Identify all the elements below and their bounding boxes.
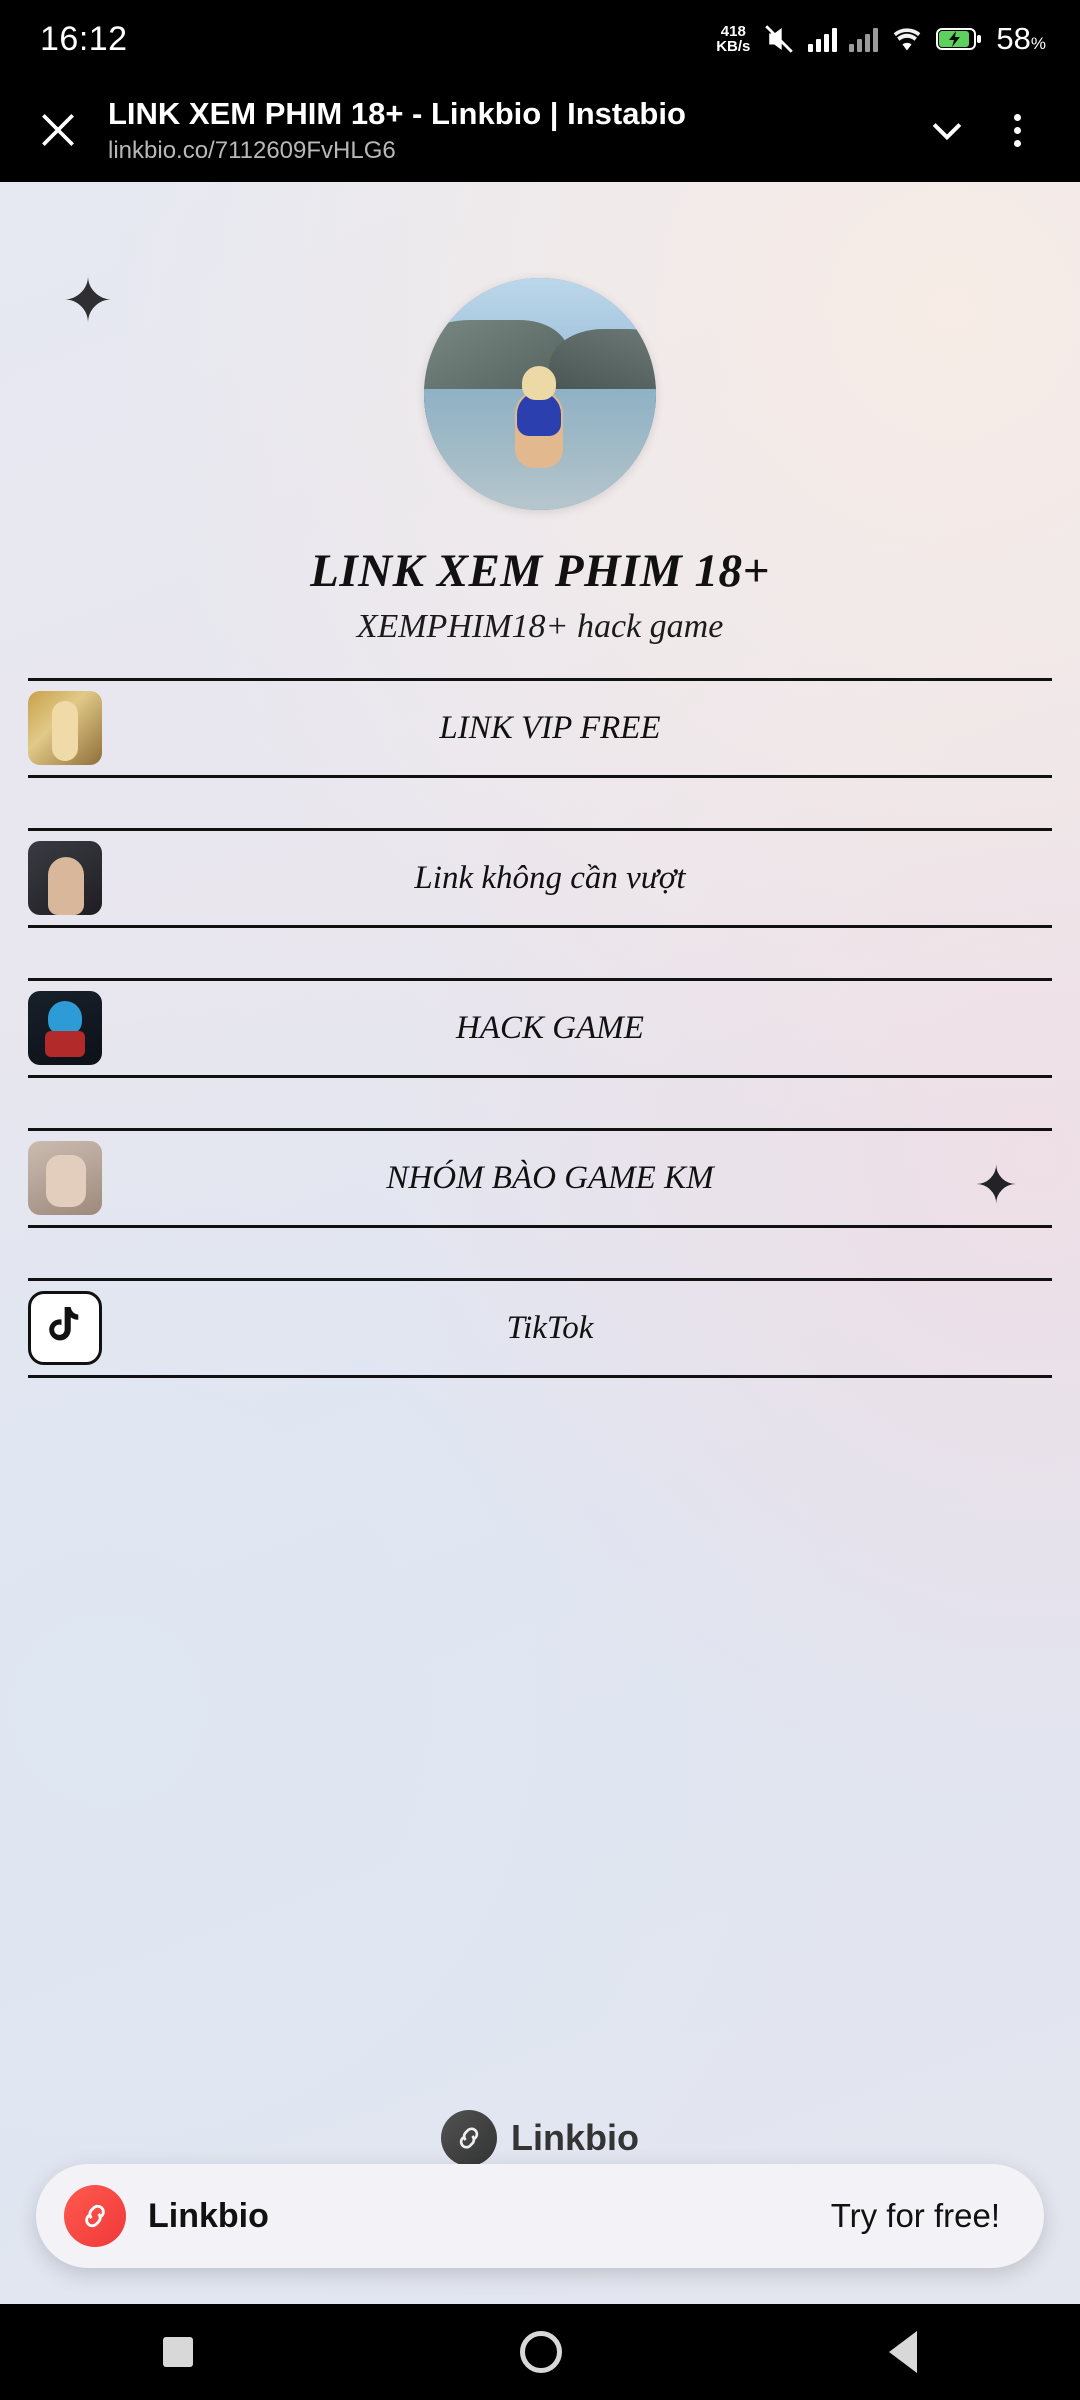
link-thumbnail-vip: [28, 691, 102, 765]
network-speed-indicator: [716, 24, 750, 55]
link-label: TikTok: [506, 1309, 594, 1346]
promo-brand-group: [64, 2185, 269, 2247]
page-title: LINK XEM PHIM 18+ - Linkbio | Instabio: [108, 96, 686, 132]
battery-percent: 58%: [996, 21, 1046, 56]
list-item[interactable]: [28, 978, 1052, 1078]
battery-charging-icon: [936, 26, 982, 52]
tiktok-icon: [28, 1291, 102, 1365]
promo-banner[interactable]: [36, 2164, 1044, 2268]
close-button[interactable]: [22, 94, 94, 166]
list-item[interactable]: [28, 1278, 1052, 1378]
link-label: HACK GAME: [456, 1009, 644, 1046]
overflow-menu-icon[interactable]: [982, 95, 1052, 165]
page-url: linkbio.co/7112609FvHLG6: [108, 136, 396, 164]
sparkle-decoration-icon: ✦: [974, 1157, 1018, 1215]
recents-button[interactable]: [163, 2337, 193, 2367]
link-thumbnail-hack: [28, 991, 102, 1065]
link-list: [0, 678, 1080, 1378]
profile-display-name: LINK XEM PHIM 18+: [310, 545, 770, 597]
linkbio-logo-icon: [64, 2185, 126, 2247]
chevron-down-icon[interactable]: [912, 95, 982, 165]
back-button[interactable]: [889, 2331, 917, 2373]
link-label: NHÓM BÀO GAME KM: [386, 1159, 714, 1196]
list-item[interactable]: [28, 678, 1052, 778]
network-speed-unit: KB/s: [716, 38, 751, 55]
system-navigation-bar: [0, 2304, 1080, 2400]
link-label: Link không cần vượt: [414, 859, 686, 896]
linkbio-watermark-label: Linkbio: [511, 2117, 639, 2158]
page-info[interactable]: [94, 95, 912, 165]
home-button[interactable]: [520, 2331, 562, 2373]
sparkle-decoration-icon: ✦: [62, 267, 114, 336]
web-page-content: [0, 182, 1080, 2304]
signal-secondary-icon: [849, 26, 878, 52]
linkbio-watermark[interactable]: [0, 2110, 1080, 2166]
promo-cta-button[interactable]: Try for free!: [830, 2197, 1000, 2234]
wifi-icon: [890, 25, 924, 53]
promo-brand-label: Linkbio: [148, 2196, 269, 2235]
profile-section: [0, 182, 1080, 646]
profile-bio: XEMPHIM18+ hack game: [356, 608, 724, 645]
network-speed-value: 418: [720, 22, 746, 40]
list-item[interactable]: [28, 828, 1052, 928]
linkbio-logo-icon: [441, 2110, 497, 2166]
browser-header: [0, 78, 1080, 182]
link-thumbnail-group: [28, 1141, 102, 1215]
link-label: LINK VIP FREE: [439, 709, 661, 746]
link-thumbnail-link: [28, 841, 102, 915]
avatar: [424, 278, 656, 510]
signal-icon: [808, 26, 837, 52]
list-item[interactable]: [28, 1128, 1052, 1228]
status-clock: 16:12: [40, 19, 128, 58]
status-icons: [716, 21, 1046, 57]
status-bar: [0, 0, 1080, 78]
mute-icon: [762, 22, 796, 56]
